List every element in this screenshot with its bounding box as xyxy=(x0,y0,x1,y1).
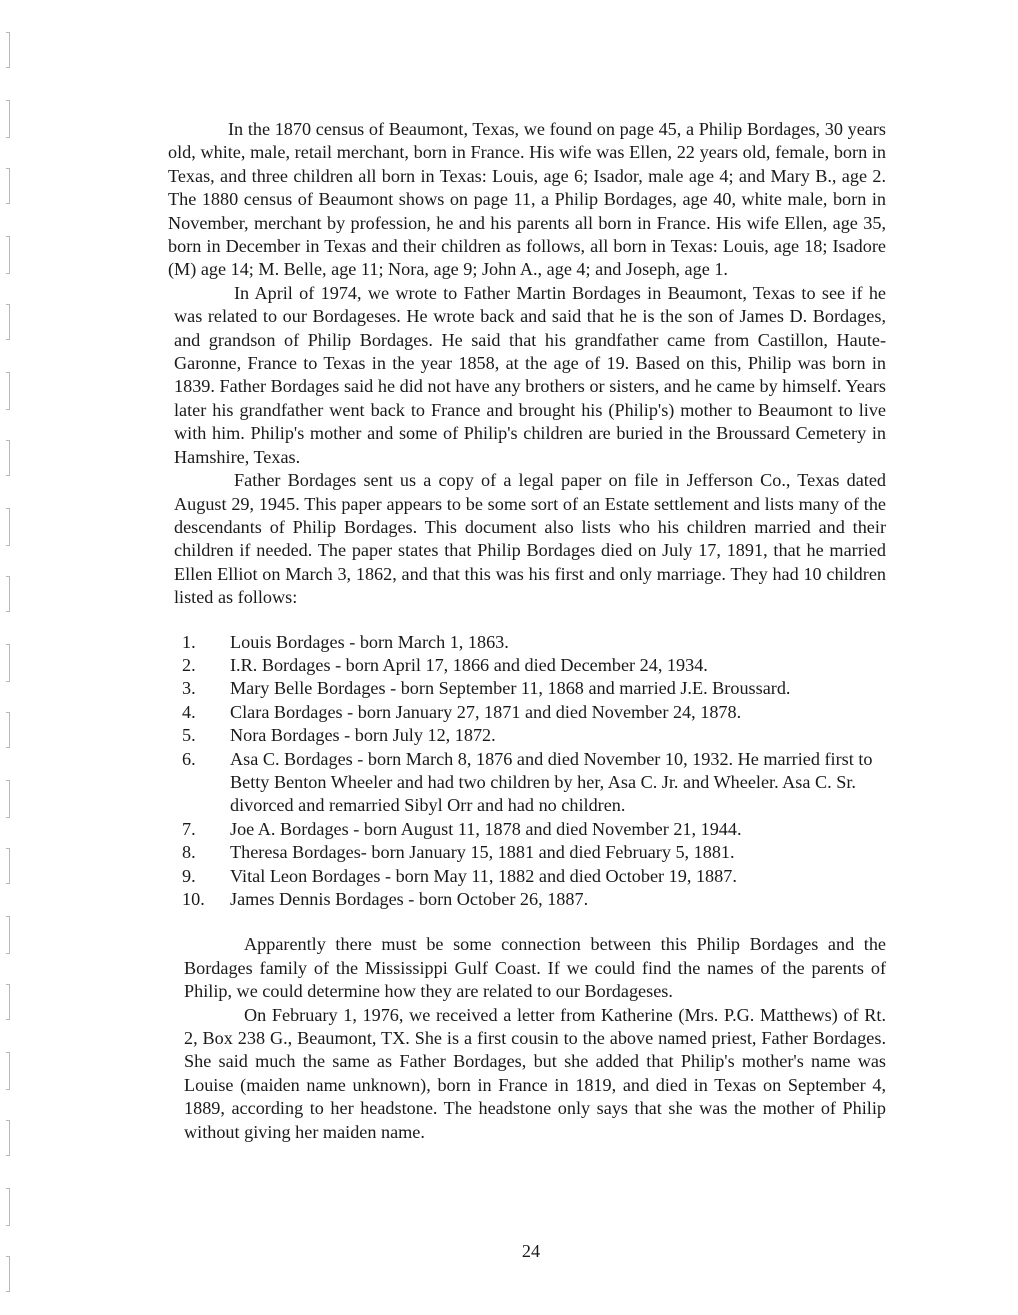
list-item xyxy=(182,865,886,888)
binder-edge xyxy=(0,0,14,1315)
page-body xyxy=(168,118,886,1144)
binder-mark xyxy=(6,304,10,340)
binder-mark xyxy=(6,576,10,612)
binder-mark xyxy=(6,848,10,884)
list-item xyxy=(182,677,886,700)
binder-mark xyxy=(6,440,10,476)
binder-mark xyxy=(6,1188,10,1226)
list-item xyxy=(182,701,886,724)
paragraph-katherine: On February 1, 1976, we received a letter from Katherine (Mrs. P.G. Matthews) of Rt. 2, Box 238 G., Beaumont, TX. She is a first cousin to the above named priest, Father Bordages. She said much the same as Father Bordages, but she added that Philip's mother's name was Louise (maiden name unknown), born in France in 1819, and died in Texas on September 4, 1889, according to her headstone. The headstone only says that she was the mother of Philip without giving her maiden name. xyxy=(184,1004,886,1142)
list-item-number: 4. xyxy=(182,701,196,722)
list-item-text: I.R. Bordages - born April 17, 1866 and died December 24, 1934. xyxy=(230,654,708,675)
list-item-text: Louis Bordages - born March 1, 1863. xyxy=(230,631,509,652)
list-item-number: 8. xyxy=(182,842,196,863)
binder-mark xyxy=(6,32,10,68)
binder-mark xyxy=(6,984,10,1020)
paragraph-legal-paper: Father Bordages sent us a copy of a legal paper on file in Jefferson Co., Texas dated August 29, 1945. This paper appears to be some sort of an Estate settlement and lists many of the descendants of Philip Bordages. This document also lists who his children married and their children if needed. The paper states that Philip Bordages died on July 17, 1891, that he married Ellen Elliot on March 3, 1862, and that this was his first and only marriage. They had 10 children listed as follows: xyxy=(174,470,886,608)
binder-mark xyxy=(6,644,10,682)
binder-mark xyxy=(6,236,10,274)
list-item-text: Clara Bordages - born January 27, 1871 and died November 24, 1878. xyxy=(230,701,742,722)
page-number: 24 xyxy=(521,1241,541,1261)
list-item-text: Joe A. Bordages - born August 11, 1878 and died November 21, 1944. xyxy=(230,818,742,839)
binder-mark xyxy=(6,1052,10,1090)
list-item-number: 9. xyxy=(182,865,196,886)
list-item xyxy=(182,841,886,864)
list-item xyxy=(182,888,886,911)
binder-mark xyxy=(6,508,10,546)
list-item-text: Asa C. Bordages - born March 8, 1876 and died November 10, 1932. He married first to Betty Benton Wheeler and had two children by her, Asa C. Jr. and Wheeler. Asa C. Sr. divorced and remarried Sibyl Orr and had no children. xyxy=(230,748,873,816)
binder-mark xyxy=(6,712,10,748)
list-item-number: 2. xyxy=(182,654,196,675)
list-item xyxy=(182,818,886,841)
list-item-number: 6. xyxy=(182,748,196,769)
list-item-text: James Dennis Bordages - born October 26, 1887. xyxy=(230,889,589,909)
list-item-number: 1. xyxy=(182,631,196,652)
list-item-text: Vital Leon Bordages - born May 11, 1882 and died October 19, 1887. xyxy=(230,865,737,886)
binder-mark xyxy=(6,780,10,818)
list-item-text: Mary Belle Bordages - born September 11, 1868 and married J.E. Broussard. xyxy=(230,678,791,699)
list-item-number: 5. xyxy=(182,725,196,746)
binder-mark xyxy=(6,916,10,954)
list-item-number: 7. xyxy=(182,818,196,839)
children-list xyxy=(182,631,886,912)
paragraph-father-martin: In April of 1974, we wrote to Father Martin Bordages in Beaumont, Texas to see if he was related to our Bordageses. He wrote back and said that he is the son of James D. Bordages, and grandson of Philip Bordages. He said that his grandfather came from Castillon, Haute-Garonne, France to Texas in the year 1858, at the age of 19. Based on this, Philip was born in 1839. Father Bordages said he did not have any brothers or sisters, and he came by himself. Years later his grandfather went back to France and brought his (Philip's) mother to Beaumont to live with him. Philip's mother and some of Philip's children are buried in the Broussard Cemetery in Hamshire, Texas. xyxy=(174,282,886,467)
list-item-number: 3. xyxy=(182,678,196,699)
list-item xyxy=(182,724,886,747)
list-item-text: Theresa Bordages- born January 15, 1881 and died February 5, 1881. xyxy=(230,842,735,863)
paragraph-connection: Apparently there must be some connection between this Philip Bordages and the Bordages family of the Mississippi Gulf Coast. If we could find the names of the parents of Philip, we could determine how they are related to our Bordageses. xyxy=(184,934,886,1002)
paragraph-census: In the 1870 census of Beaumont, Texas, we found on page 45, a Philip Bordages, 30 years old, white, male, retail merchant, born in France. His wife was Ellen, 22 years old, female, born in Texas, and three children all born in Texas: Louis, age 6; Isador, male age 4; and Mary B., age 2. The 1880 census of Beaumont shows on page 11, a Philip Bordages, age 40, white male, born in November, merchant by profession, he and his parents all born in France. His wife Ellen, age 35, born in December in Texas and their children as follows, all born in Texas: Louis, age 18; Isadore (M) age 14; M. Belle, age 11; Nora, age 9; John A., age 4; and Joseph, age 1. xyxy=(168,119,886,280)
list-item xyxy=(182,748,886,818)
binder-mark xyxy=(6,168,10,204)
binder-mark xyxy=(6,100,10,138)
binder-mark xyxy=(6,372,10,410)
binder-mark xyxy=(6,1120,10,1156)
list-item-number: 10. xyxy=(182,889,205,909)
list-item xyxy=(182,631,886,654)
list-item-text: Nora Bordages - born July 12, 1872. xyxy=(230,725,496,746)
list-item xyxy=(182,654,886,677)
